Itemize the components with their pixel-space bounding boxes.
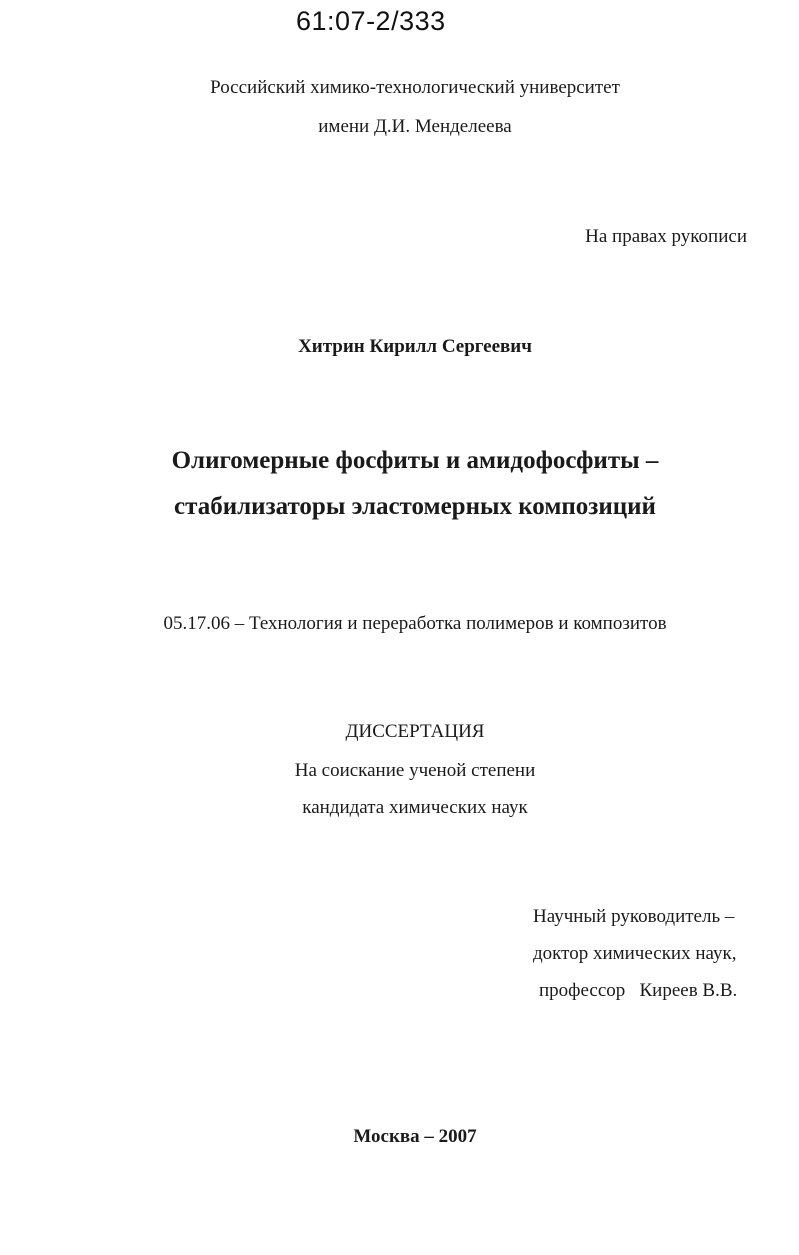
institution-name: Российский химико-технологический университет [210,77,620,98]
degree-sought-line-2: кандидата химических наук [302,797,528,818]
supervisor-degree: доктор химических наук, [533,943,737,964]
author-name: Хитрин Кирилл Сергеевич [298,336,532,357]
dissertation-title-line-1: Олигомерные фосфиты и амидофосфиты – [171,447,659,474]
place-and-year: Москва – 2007 [353,1126,477,1147]
document-type: ДИССЕРТАЦИЯ [345,721,485,742]
institution-name-continued: имени Д.И. Менделеева [318,116,512,137]
archive-stamp-number: 61:07-2/333 [296,6,446,36]
specialty-code: 05.17.06 – Технология и переработка полимеров и композитов [163,613,667,634]
dissertation-title-line-2: стабилизаторы эластомерных композиций [174,493,656,520]
supervisor-role: Научный руководитель – [533,906,735,927]
degree-sought-line-1: На соискание ученой степени [294,760,536,781]
rights-note: На правах рукописи [585,226,747,247]
supervisor-name: профессор Киреев В.В. [539,980,738,1001]
